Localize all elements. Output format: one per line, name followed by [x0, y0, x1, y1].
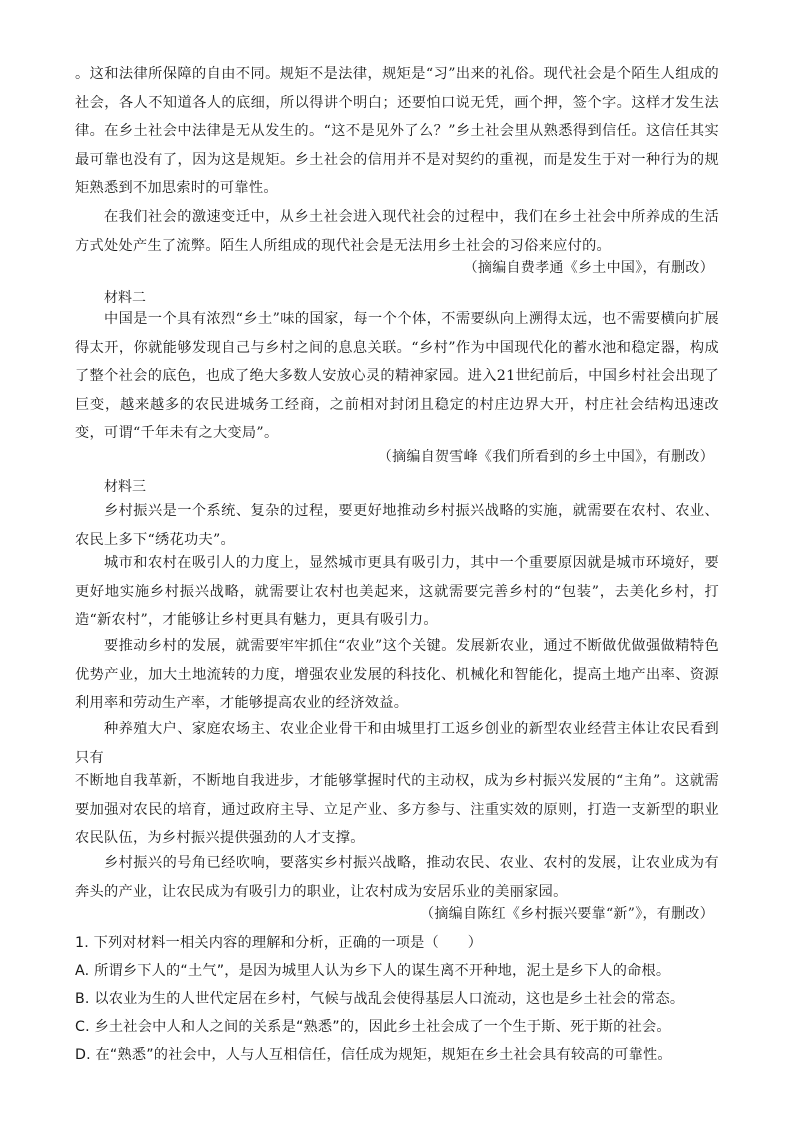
paragraph-material3-f: 乡村振兴的号角已经吹响，要落实乡村振兴战略，推动农民、农业、农村的发展，让农业成为有奔头的产业，让农民成为有吸引力的职业，让农村成为安居乐业的美丽家园。	[75, 855, 719, 900]
source-note-3: （摘编自陈红《乡村振兴要靠“新”》，有删改）	[420, 906, 714, 922]
paragraph-material3-e: 不断地自我革新，不断地自我进步，才能够掌握时代的主动权，成为乡村振兴发展的“主角”。这就需要加强对农民的培育，通过政府主导、立足产业、多方参与、注重实效的原则，打造一支新型的职业农民队伍，为乡村振兴提供强劲的人才支撑。	[75, 773, 719, 847]
option-d: D. 在“熟悉”的社会中，人与人互相信任，信任成为规矩，规矩在乡土社会具有较高的可靠性。	[75, 1047, 672, 1063]
paragraph-material1-b: 在我们社会的激速变迁中，从乡土社会进入现代社会的过程中，我们在乡土社会中所养成的生活方式处处产生了流弊。陌生人所组成的现代社会是无法用乡土社会的习俗来应付的。	[75, 209, 719, 254]
option-a: A. 所谓乡下人的“土气”，是因为城里人认为乡下人的谋生离不开种地，泥土是乡下人的命根。	[75, 963, 671, 979]
option-c: C. 乡土社会中人和人之间的关系是“熟悉”的，因此乡土社会成了一个生于斯、死于斯的社会。	[75, 1019, 671, 1035]
question-stem: 1. 下列对材料一相关内容的理解和分析，正确的一项是（ ）	[75, 935, 483, 951]
paragraph-material3-d: 种养殖大户、家庭农场主、农业企业骨干和由城里打工返乡创业的新型农业经营主体让农民看到只有	[75, 721, 719, 766]
paragraph-material3-c: 要推动乡村的发展，就需要牢牢抓住“农业”这个关键。发展新农业，通过不断做优做强做精特色优势产业，加大土地流转的力度，增强农业发展的科技化、机械化和智能化，提高土地产出率、资源利用率和劳动生产率，才能够提高农业的经济效益。	[75, 638, 719, 712]
source-note-1: （摘编自费孝通《乡土中国》，有删改）	[463, 260, 714, 276]
material2-label: 材料二	[104, 290, 146, 306]
paragraph-material3-a: 乡村振兴是一个系统、复杂的过程，要更好地推动乡村振兴战略的实施，就需要在农村、农业、农民上多下“绣花功夫”。	[75, 503, 719, 548]
material3-label: 材料三	[104, 479, 146, 495]
paragraph-material2: 中国是一个具有浓烈“乡土”味的国家，每一个个体，不需要纵向上溯得太远，也不需要横向扩展得太开，你就能够发现自己与乡村之间的息息关联。“乡村”作为中国现代化的蓄水池和稳定器，构成了整个社会的底色，也成了绝大多数人安放心灵的精神家园。进入21世纪前后，中国乡村社会出现了巨变，越来越多的农民进城务工经商，之前相对封闭且稳定的村庄边界大开，村庄社会结构迅速改变，可谓“千年未有之大变局”。	[75, 311, 719, 442]
option-b: B. 以农业为生的人世代定居在乡村，气候与战乱会使得基层人口流动，这也是乡土社会的常态。	[75, 991, 685, 1007]
paragraph-material1-a: 。这和法律所保障的自由不同。规矩不是法律，规矩是“习”出来的礼俗。现代社会是个陌生人组成的社会，各人不知道各人的底细，所以得讲个明白；还要怕口说无凭，画个押，签个字。这样才发生法律。在乡土社会中法律是无从发生的。“这不是见外了么？”乡土社会里从熟悉得到信任。这信任其实最可靠也没有了，因为这是规矩。乡土社会的信用并不是对契约的重视，而是发生于对一种行为的规矩熟悉到不加思索时的可靠性。	[75, 66, 719, 197]
paragraph-material3-b: 城市和农村在吸引人的力度上，显然城市更具有吸引力，其中一个重要原因就是城市环境好，要更好地实施乡村振兴战略，就需要让农村也美起来，这就需要完善乡村的“包装”，去美化乡村，打造“新农村”，才能够让乡村更具有魅力，更具有吸引力。	[75, 555, 719, 629]
source-note-2: （摘编自贺雪峰《我们所看到的乡土中国》，有删改）	[377, 449, 714, 465]
